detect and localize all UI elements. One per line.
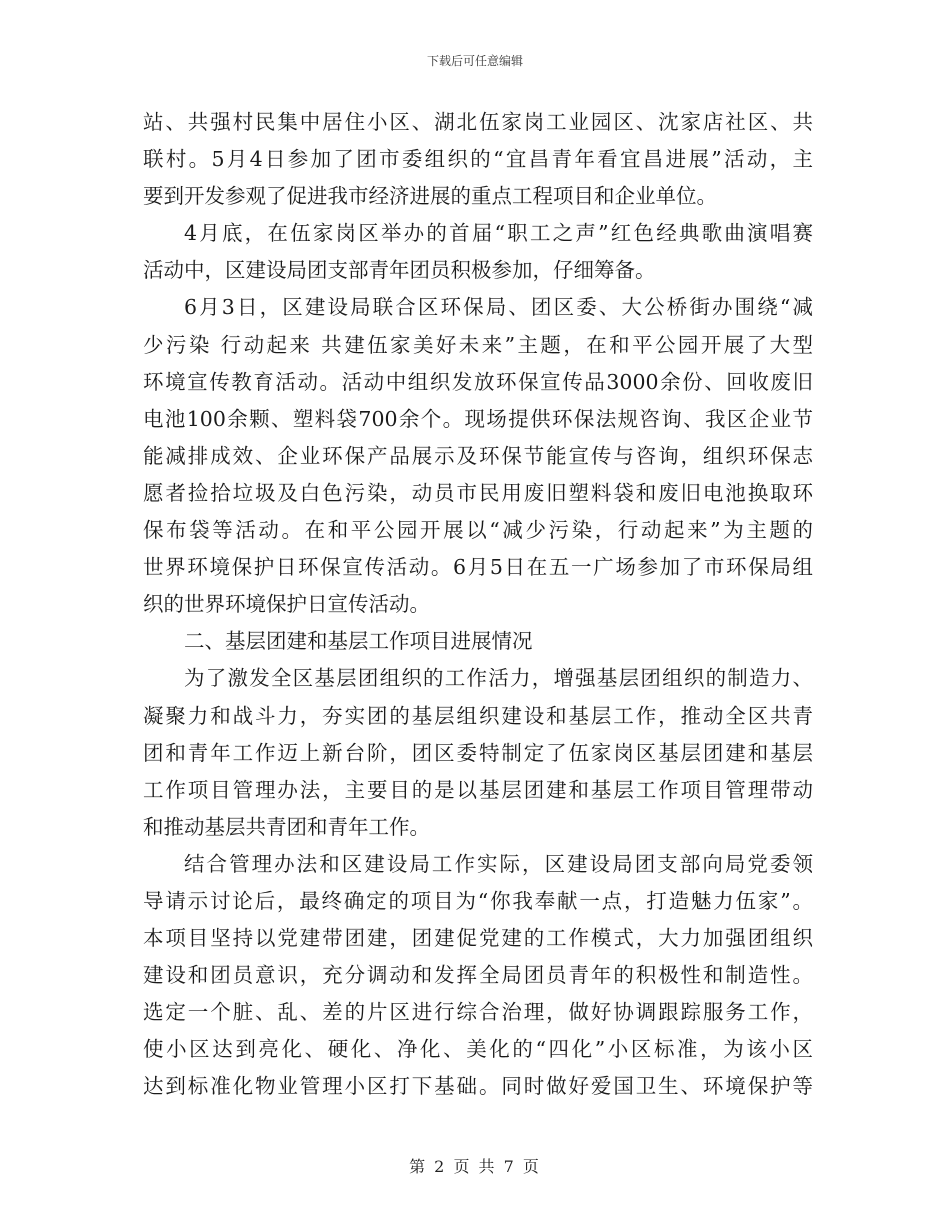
text-line: 站、共强村民集中居住小区、湖北伍家岗工业园区、沈家店社区、共 bbox=[143, 110, 813, 134]
text-line: 环境宣传教育活动。活动中组织发放环保宣传品3000余份、回收废旧 bbox=[143, 369, 813, 394]
text-line: 达到标准化物业管理小区打下基础。同时做好爱国卫生、环境保护等 bbox=[143, 1074, 813, 1099]
text-line: 4月底，在伍家岗区举办的首届“职工之声”红色经典歌曲演唱赛 bbox=[184, 221, 813, 246]
text-line: 世界环境保护日环保宣传活动。6月5日在五一广场参加了市环保局组 bbox=[143, 555, 813, 580]
text-line: 本项目坚持以党建带团建，团建促党建的工作模式，大力加强团组织 bbox=[143, 926, 813, 951]
text-line: 活动中，区建设局团支部青年团员积极参加，仔细筹备。 bbox=[143, 258, 656, 283]
text-line: 建设和团员意识，充分调动和发挥全局团员青年的积极性和制造性。 bbox=[143, 963, 813, 988]
document-body bbox=[143, 104, 813, 1106]
text-line: 织的世界环境保护日宣传活动。 bbox=[143, 592, 430, 617]
text-line: 能减排成效、企业环保产品展示及环保节能宣传与咨询，组织环保志 bbox=[143, 443, 813, 468]
text-line: 导请示讨论后，最终确定的项目为“你我奉献一点，打造魅力伍家”。 bbox=[143, 888, 813, 913]
text-line: 6月3日，区建设局联合区环保局、团区委、大公桥街办围绕“减 bbox=[184, 295, 813, 320]
text-line: 少污染 行动起来 共建伍家美好未来”主题，在和平公园开展了大型 bbox=[143, 332, 813, 357]
text-line: 团和青年工作迈上新台阶，团区委特制定了伍家岗区基层团建和基层 bbox=[143, 740, 813, 765]
text-line: 工作项目管理办法，主要目的是以基层团建和基层工作项目管理带动 bbox=[143, 777, 813, 802]
text-line: 保布袋等活动。在和平公园开展以“减少污染，行动起来”为主题的 bbox=[143, 518, 813, 543]
text-line: 联村。5月4日参加了团市委组织的“宜昌青年看宜昌进展”活动，主 bbox=[143, 147, 813, 172]
text-line: 使小区达到亮化、硬化、净化、美化的“四化”小区标准，为该小区 bbox=[143, 1037, 813, 1062]
page-footer: 第 2 页 共 7 页 bbox=[409, 1157, 541, 1176]
text-line: 凝聚力和战斗力，夯实团的基层组织建设和基层工作，推动全区共青 bbox=[143, 703, 813, 728]
text-line: 愿者捡拾垃圾及白色污染，动员市民用废旧塑料袋和废旧电池换取环 bbox=[143, 480, 813, 505]
text-line: 选定一个脏、乱、差的片区进行综合治理，做好协调跟踪服务工作， bbox=[143, 1000, 813, 1025]
text-line: 为了激发全区基层团组织的工作活力，增强基层团组织的制造力、 bbox=[184, 666, 813, 691]
text-line: 和推动基层共青团和青年工作。 bbox=[143, 814, 430, 839]
page-header: 下载后可任意编辑 bbox=[426, 54, 523, 68]
text-line: 电池100余颗、塑料袋700余个。现场提供环保法规咨询、我区企业节 bbox=[143, 406, 813, 431]
text-line: 二、基层团建和基层工作项目进展情况 bbox=[184, 629, 533, 654]
text-line: 结合管理办法和区建设局工作实际，区建设局团支部向局党委领 bbox=[184, 851, 813, 876]
text-line: 要到开发参观了促进我市经济进展的重点工程项目和企业单位。 bbox=[143, 184, 717, 209]
